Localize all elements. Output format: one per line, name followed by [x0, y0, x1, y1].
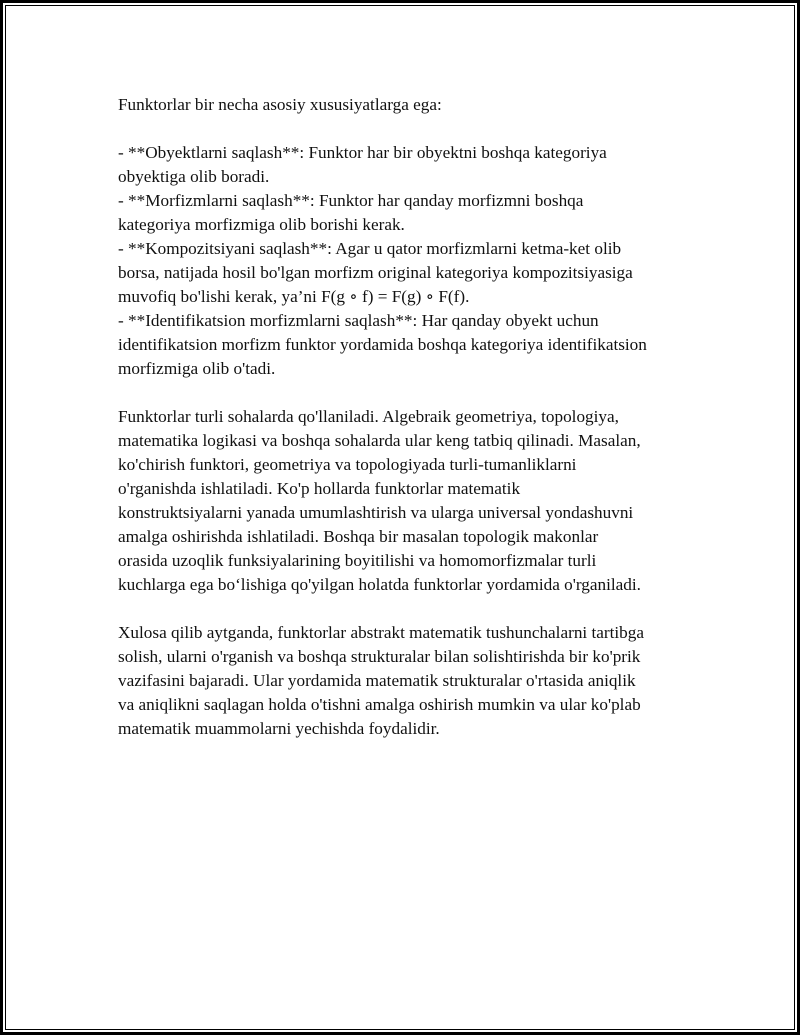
- intro-line: Funktorlar bir necha asosiy xususiyatlarga ega:: [118, 95, 442, 114]
- text-line: morfizmiga olib o'tadi.: [118, 359, 276, 378]
- applications-paragraph: [118, 405, 698, 597]
- text-line: matematika logikasi va boshqa sohalarda ular keng tatbiq qilinadi. Masalan,: [118, 431, 641, 450]
- text-line: kuchlarga ega bo‘lishiga qo'yilgan holatda funktorlar yordamida o'rganiladi.: [118, 575, 641, 594]
- text-line: vazifasini bajaradi. Ular yordamida matematik strukturalar o'rtasida aniqlik: [118, 671, 636, 690]
- text-line: konstruktsiyalarni yanada umumlashtirish va ularga universal yondashuvni: [118, 503, 634, 522]
- text-line: - **Identifikatsion morfizmlarni saqlash**: Har qanday obyekt uchun: [118, 311, 599, 330]
- paragraph-spacer: [118, 381, 698, 405]
- text-line: - **Morfizmlarni saqlash**: Funktor har qanday morfizmni boshqa: [118, 191, 584, 210]
- text-line: orasida uzoqlik funksiyalarining boyitilishi va homomorfizmalar turli: [118, 551, 597, 570]
- text-line: obyektiga olib boradi.: [118, 167, 270, 186]
- property-list: [118, 141, 698, 381]
- text-line: amalga oshirishda ishlatiladi. Boshqa bir masalan topologik makonlar: [118, 527, 599, 546]
- text-line: matematik muammolarni yechishda foydalidir.: [118, 719, 440, 738]
- text-line: muvofiq bo'lishi kerak, ya’ni F(g ∘ f) = F(g) ∘ F(f).: [118, 287, 470, 306]
- text-line: identifikatsion morfizm funktor yordamida boshqa kategoriya identifikatsion: [118, 335, 647, 354]
- text-line: - **Obyektlarni saqlash**: Funktor har bir obyektni boshqa kategoriya: [118, 143, 607, 162]
- property-item-objects: [118, 141, 698, 189]
- conclusion-paragraph: [118, 621, 698, 741]
- paragraph-spacer: [118, 117, 698, 141]
- text-line: kategoriya morfizmiga olib borishi kerak.: [118, 215, 405, 234]
- document-body: [118, 93, 698, 741]
- text-line: borsa, natijada hosil bo'lgan morfizm original kategoriya kompozitsiyasiga: [118, 263, 633, 282]
- property-item-identity: [118, 309, 698, 381]
- text-line: Funktorlar turli sohalarda qo'llaniladi. Algebraik geometriya, topologiya,: [118, 407, 619, 426]
- text-line: o'rganishda ishlatiladi. Ko'p hollarda funktorlar matematik: [118, 479, 521, 498]
- text-line: va aniqlikni saqlagan holda o'tishni amalga oshirish mumkin va ular ko'plab: [118, 695, 641, 714]
- text-line: Xulosa qilib aytganda, funktorlar abstrakt matematik tushunchalarni tartibga: [118, 623, 644, 642]
- property-item-composition: [118, 237, 698, 309]
- paragraph-spacer: [118, 597, 698, 621]
- text-line: solish, ularni o'rganish va boshqa strukturalar bilan solishtirishda bir ko'prik: [118, 647, 641, 666]
- text-line: ko'chirish funktori, geometriya va topologiyada turli-tumanliklarni: [118, 455, 577, 474]
- property-item-morphisms: [118, 189, 698, 237]
- text-line: - **Kompozitsiyani saqlash**: Agar u qator morfizmlarni ketma-ket olib: [118, 239, 622, 258]
